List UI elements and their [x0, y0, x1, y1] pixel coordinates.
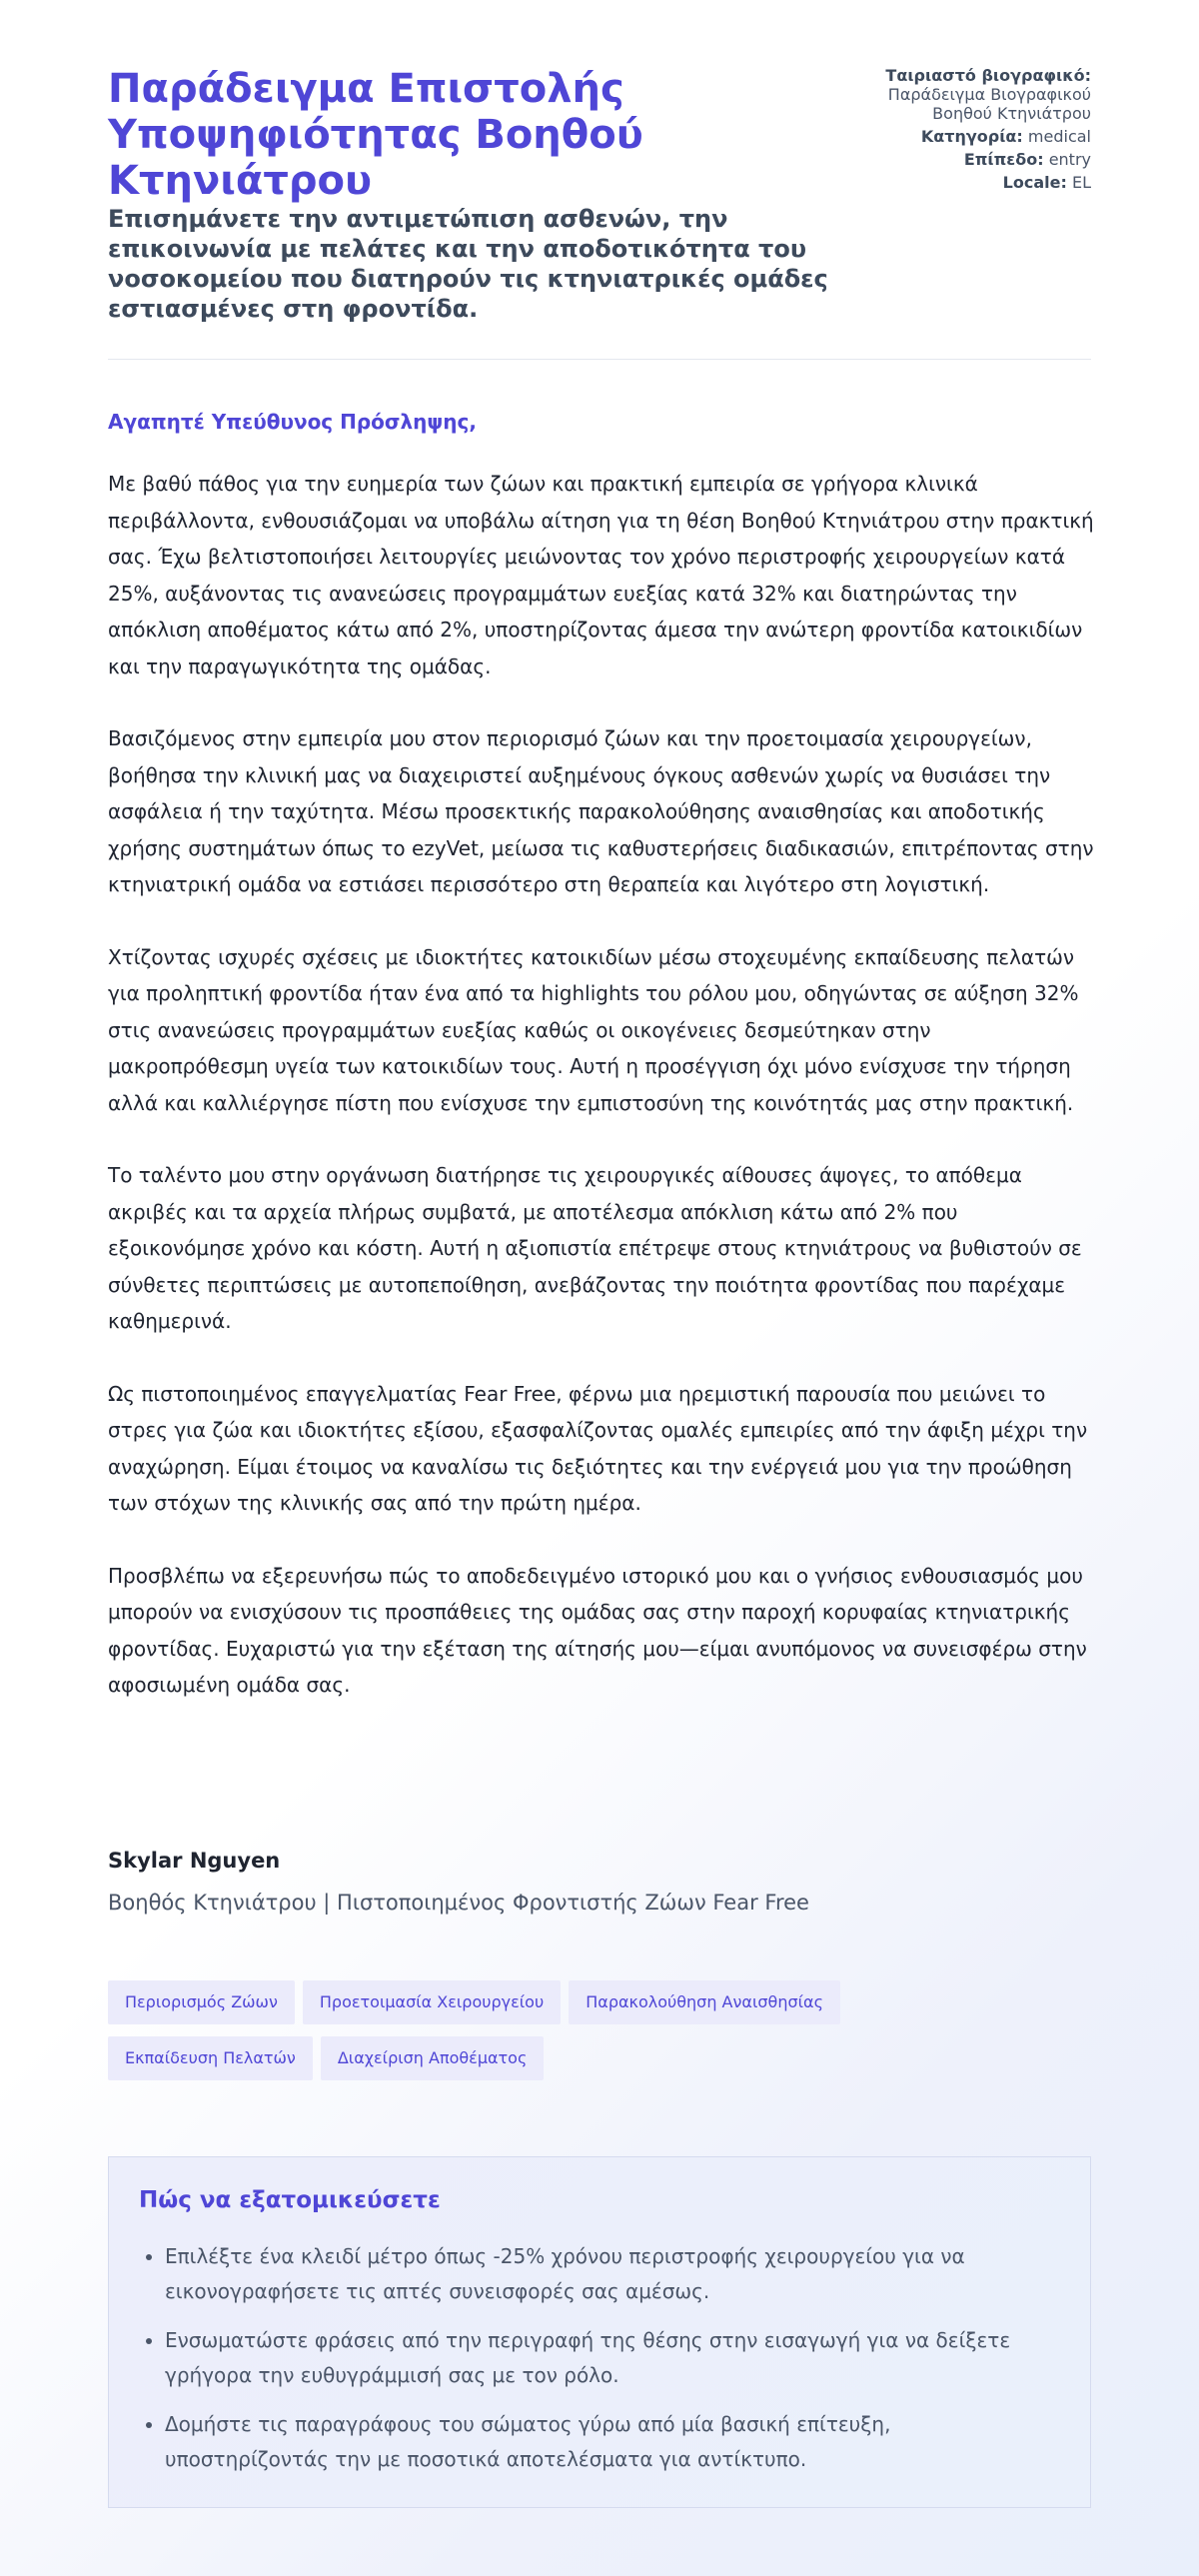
signature-name: Skylar Nguyen [108, 1849, 281, 1873]
meta-level [861, 150, 1091, 169]
meta-level-label: Επίπεδο: [963, 150, 1044, 169]
meta-level-value: entry [1048, 150, 1091, 169]
tip-item: • Επιλέξτε ένα κλειδί μέτρο όπως -25% χρόνου περιστροφής χειρουργείου για να εικονογραφήσετε τις απτές συνεισφορές σας αμέσως. [165, 2239, 1060, 2309]
tip-item: • Δομήστε τις παραγράφους του σώματος γύρω από μία βασική επίτευξη, υποστηρίζοντάς την με ποσοτικά αποτελέσματα για αντίκτυπο. [165, 2407, 1060, 2477]
meta-match-label: Ταιριαστό βιογραφικό: [885, 66, 1091, 85]
skill-tag: Προετοιμασία Χειρουργείου [303, 1980, 561, 2024]
meta-panel [861, 66, 1091, 196]
meta-match [861, 66, 1091, 123]
meta-category-value: medical [1027, 127, 1091, 146]
meta-locale-label: Locale: [1002, 173, 1067, 192]
letter-salutation: Αγαπητέ Υπεύθυνος Πρόσληψης, [108, 410, 477, 434]
letter-paragraph-6: Προσβλέπω να εξερευνήσω πώς το αποδεδειγμένο ιστορικό μου και ο γνήσιος ενθουσιασμός μου μπορούν να ενισχύσουν τις προσπάθειες της ομάδας σας στην παροχή κορυφαίας κτηνιατρικής φροντίδας. Ευχαριστώ για την εξέταση της αίτησής μου—είμαι ανυπόμονος να συνεισφέρω στην αφοσιωμένη ομάδα σας. [108, 1563, 1087, 1697]
meta-match-value[interactable]: Παράδειγμα Βιογραφικού Βοηθού Κτηνιάτρου [887, 85, 1091, 123]
letter-paragraph-5: Ως πιστοποιημένος επαγγελματίας Fear Free, φέρνω μια ηρεμιστική παρουσία που μειώνει το στρες για ζώα και ιδιοκτήτες εξίσου, εξασφαλίζοντας ομαλές εμπειρίες από την άφιξη μέχρι την αναχώρηση. Είμαι έτοιμος να καναλίσω τις δεξιότητες και την ενέργειά μου για την προώθηση των στόχων της κλινικής σας από την πρώτη ημέρα. [108, 1381, 1088, 1515]
tip-item: • Ενσωματώστε φράσεις από την περιγραφή της θέσης στην εισαγωγή για να δείξετε γρήγορα την ευθυγράμμισή σας με τον ρόλο. [165, 2323, 1060, 2393]
page-title: Παράδειγμα Επιστολής Υποψηφιότητας Βοηθού Κτηνιάτρου [108, 66, 643, 204]
letter-paragraph-4: Το ταλέντο μου στην οργάνωση διατήρησε τις χειρουργικές αίθουσες άψογες, το απόθεμα ακριβές και τα αρχεία πλήρως συμβατά, με αποτέλεσμα απόκλιση κάτω από 2% που εξοικονόμησε χρόνο και κόστη. Αυτή η αξιοπιστία επέτρεψε στους κτηνιάτρους να βυθιστούν σε σύνθετες περιπτώσεις με αυτοπεποίθηση, ανεβάζοντας την ποιότητα φροντίδας που παρέχαμε καθημερινά. [108, 1163, 1082, 1333]
meta-category [861, 127, 1091, 146]
page-subtitle: Επισημάνετε την αντιμετώπιση ασθενών, την επικοινωνία με πελάτες και την αποδοτικότητα του νοσοκομείου που διατηρούν τις κτηνιατρικές ομάδες εστιασμένες στη φροντίδα. [108, 205, 828, 323]
meta-locale-value: EL [1071, 173, 1091, 192]
meta-locale [861, 173, 1091, 192]
skill-tag: Παρακολούθηση Αναισθησίας [569, 1980, 840, 2024]
meta-category-label: Κατηγορία: [920, 127, 1023, 146]
letter-paragraph-3: Χτίζοντας ισχυρές σχέσεις με ιδιοκτήτες κατοικιδίων μέσω στοχευμένης εκπαίδευσης πελατών για προληπτική φροντίδα ήταν ένα από τα highlights του ρόλου μου, οδηγώντας σε αύξηση 32% στις ανανεώσεις προγραμμάτων ευεξίας καθώς οι οικογένειες δεσμεύτηκαν στην μακροπρόθεσμη υγεία των κατοικιδίων τους. Αυτή η προσέγγιση όχι μόνο ενίσχυσε την τήρηση αλλά και καλλιέργησε πίστη που ενίσχυσε την εμπιστοσύνη της κοινότητάς μας στην πρακτική. [108, 944, 1079, 1115]
skill-tag: Διαχείριση Αποθέματος [321, 2036, 545, 2080]
signature-title: Βοηθός Κτηνιάτρου | Πιστοποιημένος Φροντιστής Ζώων Fear Free [108, 1891, 809, 1915]
tips-list [139, 2239, 1060, 2477]
skill-tag: Εκπαίδευση Πελατών [108, 2036, 313, 2080]
letter-paragraph-2: Βασιζόμενος στην εμπειρία μου στον περιορισμό ζώων και την προετοιμασία χειρουργείων, βοήθησα την κλινική μας να διαχειριστεί αυξημένους όγκους ασθενών χωρίς να θυσιάσει την ασφάλεια ή την ταχύτητα. Μέσω προσεκτικής παρακολούθησης αναισθησίας και αποδοτικής χρήσης συστημάτων όπως το ezyVet, μείωσα τις καθυστερήσεις διαδικασιών, επιτρέποντας στην κτηνιατρική ομάδα να εστιάσει περισσότερο στη θεραπεία και λιγότερο στη λογιστική. [108, 726, 1094, 896]
customize-tips-box [108, 2156, 1091, 2508]
letter-body [108, 466, 1097, 1740]
tips-heading: Πώς να εξατομικεύσετε [139, 2187, 441, 2213]
letter-paragraph-1: Με βαθύ πάθος για την ευημερία των ζώων και πρακτική εμπειρία σε γρήγορα κλινικά περιβάλλοντα, ενθουσιάζομαι να υποβάλω αίτηση για τη θέση Βοηθού Κτηνιάτρου στην πρακτική σας. Έχω βελτιστοποιήσει λειτουργίες μειώνοντας τον χρόνο περιστροφής χειρουργείων κατά 25%, αυξάνοντας τις ανανεώσεις προγραμμάτων ευεξίας κατά 32% και διατηρώντας την απόκλιση αποθέματος κάτω από 2%, υποστηρίζοντας άμεσα την ανώτερη φροντίδα κατοικιδίων και την παραγωγικότητα της ομάδας. [108, 472, 1094, 678]
header-divider [108, 359, 1091, 360]
skill-tags [108, 1980, 1107, 2092]
skill-tag: Περιορισμός Ζώων [108, 1980, 295, 2024]
